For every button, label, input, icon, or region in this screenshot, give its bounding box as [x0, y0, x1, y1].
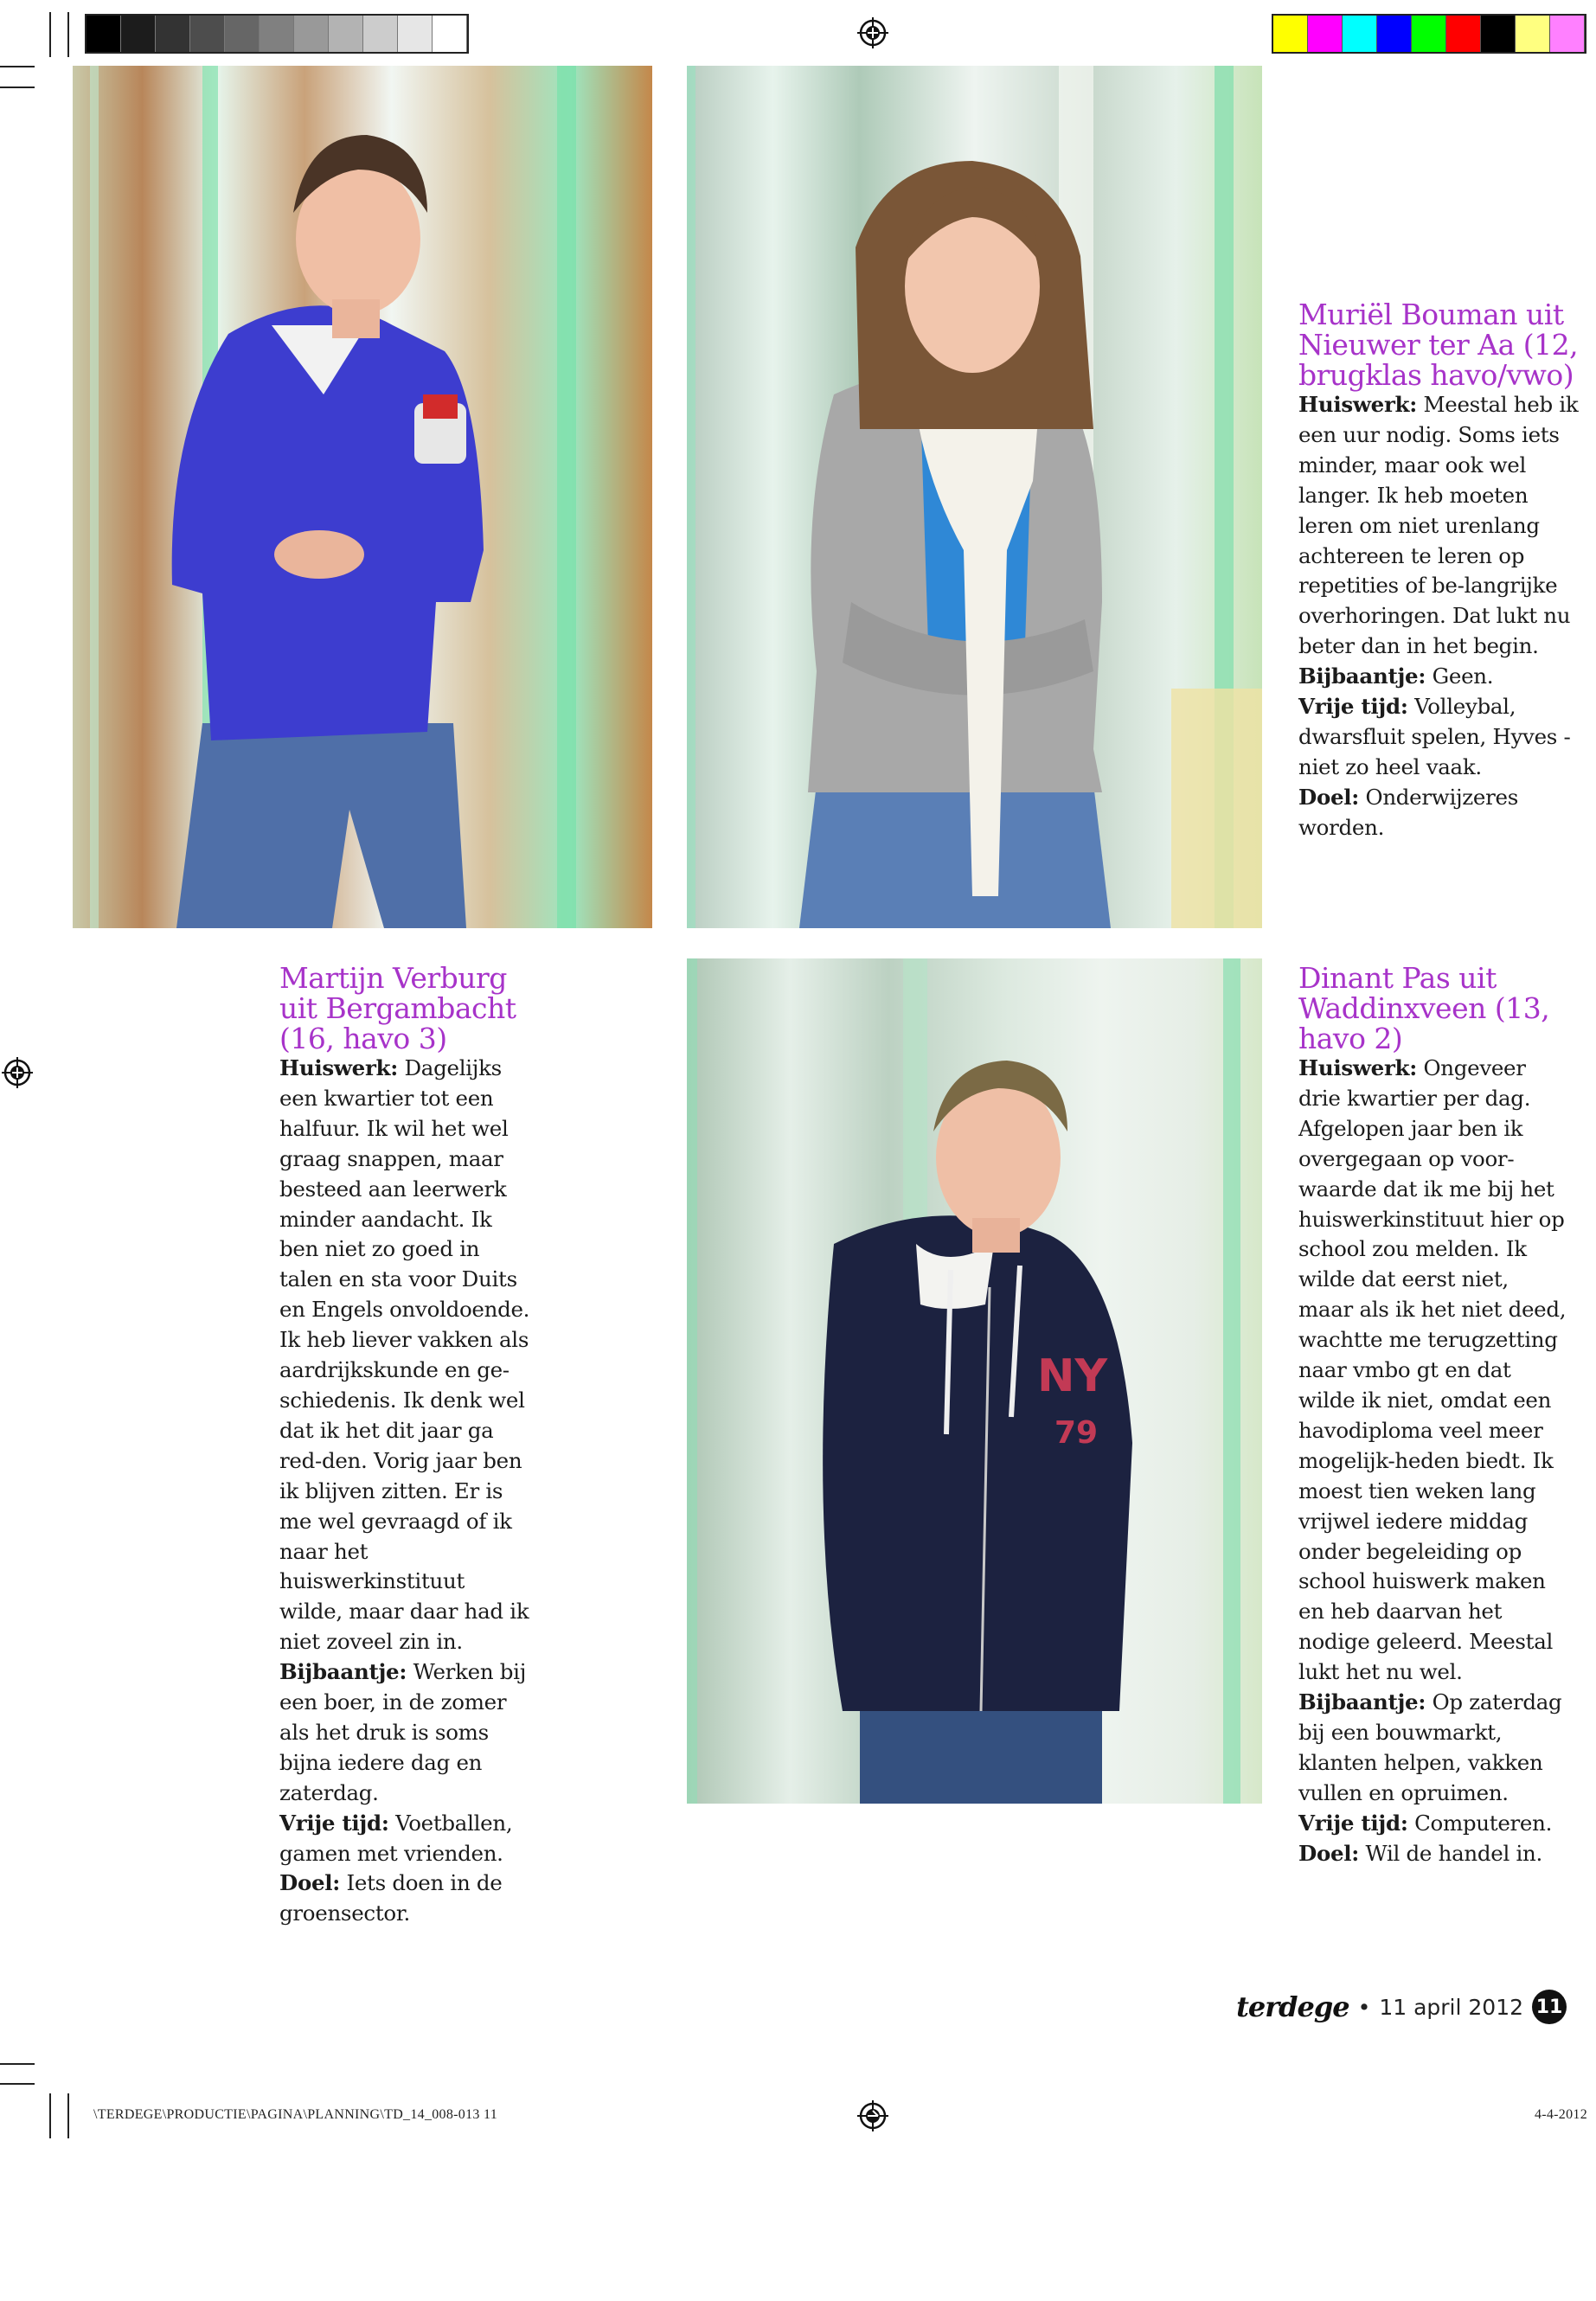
- huiswerk-label: Huiswerk:: [1298, 392, 1417, 417]
- color-swatch: [1516, 16, 1550, 52]
- doel-text: Iets doen in de groensector.: [279, 1870, 503, 1926]
- profile-muriel-bouman: [1298, 299, 1584, 843]
- page-number: 11: [1532, 1990, 1567, 2024]
- vrije-tijd-label: Vrije tijd:: [279, 1810, 389, 1836]
- doel-paragraph: [1298, 783, 1584, 843]
- profile-body: [279, 1054, 530, 1929]
- grey-swatch: [190, 16, 225, 52]
- vrije-tijd-text: Computeren.: [1414, 1810, 1553, 1836]
- crop-mark: [49, 2093, 51, 2138]
- slug-date: 4-4-2012: [1534, 2107, 1587, 2122]
- color-swatch: [1377, 16, 1412, 52]
- vrije-tijd-text: Volleybal, dwarsfluit spelen, Hyves - niet zo heel vaak.: [1298, 694, 1571, 779]
- doel-text: Wil de handel in.: [1365, 1840, 1542, 1866]
- doel-label: Doel:: [279, 1870, 341, 1896]
- registration-mark-icon: [2, 1057, 33, 1088]
- vrije-tijd-paragraph: [1298, 692, 1584, 783]
- doel-paragraph: [1298, 1839, 1567, 1869]
- crop-mark: [67, 2093, 69, 2138]
- doel-label: Doel:: [1298, 784, 1360, 810]
- color-swatch: [1550, 16, 1585, 52]
- crop-mark: [0, 87, 35, 88]
- crop-mark: [49, 12, 51, 57]
- color-swatch: [1412, 16, 1446, 52]
- bijbaantje-text: Op zaterdag bij een bouwmarkt, klanten helpen, vakken vullen en opruimen.: [1298, 1689, 1562, 1805]
- grey-swatch: [156, 16, 190, 52]
- huiswerk-text: Meestal heb ik een uur nodig. Soms iets minder, maar ook wel langer. Ik heb moeten leren om niet urenlang achtereen te leren op repetities of be-langrijke overhoringen. Dat lukt nu beter dan in het begin.: [1298, 392, 1579, 659]
- vrije-tijd-label: Vrije tijd:: [1298, 1810, 1408, 1836]
- vrije-tijd-text: Voetballen, gamen met vrienden.: [279, 1810, 513, 1866]
- issue-date: 11 april 2012: [1379, 1994, 1523, 2020]
- profile-heading: Martijn Verburg uit Bergambacht (16, havo 3): [279, 961, 516, 1055]
- huiswerk-label: Huiswerk:: [279, 1055, 398, 1080]
- bijbaantje-paragraph: [1298, 662, 1584, 692]
- vrije-tijd-paragraph: [279, 1809, 530, 1869]
- profile-martijn-verburg: [279, 963, 530, 1929]
- bijbaantje-paragraph: [279, 1657, 530, 1809]
- bijbaantje-text: Werken bij een boer, in de zomer als het druk is soms bijna iedere dag en zaterdag.: [279, 1659, 527, 1805]
- crop-mark: [0, 2083, 35, 2085]
- page-footer: [1236, 1990, 1567, 2024]
- registration-mark-icon: [857, 17, 888, 48]
- profile-heading: Dinant Pas uit Waddinxveen (13, havo 2): [1298, 961, 1550, 1055]
- grey-swatch: [363, 16, 398, 52]
- huiswerk-label: Huiswerk:: [1298, 1055, 1417, 1080]
- grey-swatch: [433, 16, 467, 52]
- bijbaantje-label: Bijbaantje:: [279, 1659, 407, 1685]
- slug-path: \TERDEGE\PRODUCTIE\PAGINA\PLANNING\TD_14_008-013 11: [93, 2107, 497, 2122]
- footer-separator: •: [1357, 1994, 1371, 2020]
- color-swatch: [1273, 16, 1308, 52]
- profile-body: [1298, 1054, 1567, 1868]
- vrije-tijd-paragraph: [1298, 1809, 1567, 1839]
- doel-label: Doel:: [1298, 1840, 1360, 1866]
- vrije-tijd-label: Vrije tijd:: [1298, 694, 1408, 720]
- color-swatch: [1481, 16, 1516, 52]
- registration-mark-icon: [857, 2100, 888, 2131]
- crop-mark: [0, 66, 35, 67]
- doel-text: Onderwijzeres worden.: [1298, 784, 1518, 840]
- bijbaantje-label: Bijbaantje:: [1298, 663, 1426, 689]
- crop-mark: [0, 2063, 35, 2065]
- grey-swatch: [121, 16, 156, 52]
- grey-swatch: [225, 16, 260, 52]
- huiswerk-paragraph: [1298, 1054, 1567, 1688]
- profile-dinant-pas: [1298, 963, 1567, 1868]
- grey-swatch: [294, 16, 329, 52]
- bijbaantje-text: Geen.: [1432, 663, 1494, 689]
- color-calibration-bar: [1272, 14, 1586, 54]
- grey-swatch: [398, 16, 433, 52]
- grey-swatch: [87, 16, 121, 52]
- grey-swatch: [329, 16, 363, 52]
- photo-muriel-bouman: [687, 66, 1262, 928]
- svg-text:NY: NY: [1037, 1350, 1108, 1402]
- crop-mark: [67, 12, 69, 57]
- photo-martijn-verburg: [73, 66, 652, 928]
- color-swatch: [1343, 16, 1377, 52]
- color-swatch: [1446, 16, 1481, 52]
- color-swatch: [1308, 16, 1343, 52]
- magazine-logo: terdege: [1236, 1990, 1349, 2023]
- bijbaantje-label: Bijbaantje:: [1298, 1689, 1426, 1715]
- photo-dinant-pas: [687, 958, 1262, 1804]
- huiswerk-paragraph: [1298, 390, 1584, 662]
- svg-text:79: 79: [1054, 1415, 1099, 1451]
- doel-paragraph: [279, 1868, 530, 1929]
- huiswerk-text: Dagelijks een kwartier tot een halfuur. Ik wil het wel graag snappen, maar besteed aan leerwerk minder aandacht. Ik ben niet zo goed in talen en sta voor Duits en Engels onvoldoende. Ik heb liever vakken als aardrijkskunde en ge-schiedenis. Ik denk wel dat ik het dit jaar ga red-den. Vorig jaar ben ik blijven zitten. Er is me wel gevraagd of ik naar het huiswerkinstituut wilde, maar daar had ik niet zoveel zin in.: [279, 1055, 530, 1655]
- huiswerk-paragraph: [279, 1054, 530, 1657]
- grey-calibration-bar: [85, 14, 469, 54]
- huiswerk-text: Ongeveer drie kwartier per dag. Afgelopen jaar ben ik overgegaan op voor-waarde dat ik me bij het huiswerkinstituut hier op school zou melden. Ik wilde dat eerst niet, maar als ik het niet deed, wachtte me terugzetting naar vmbo gt en dat wilde ik niet, omdat een havodiploma veel meer mogelijk-heden biedt. Ik moest tien weken lang vrijwel iedere middag onder begeleiding op school huiswerk maken en heb daarvan het nodige geleerd. Meestal lukt het nu wel.: [1298, 1055, 1567, 1685]
- bijbaantje-paragraph: [1298, 1688, 1567, 1809]
- grey-swatch: [260, 16, 294, 52]
- profile-body: [1298, 390, 1584, 843]
- profile-heading: Muriël Bouman uit Nieuwer ter Aa (12, brugklas havo/vwo): [1298, 298, 1579, 392]
